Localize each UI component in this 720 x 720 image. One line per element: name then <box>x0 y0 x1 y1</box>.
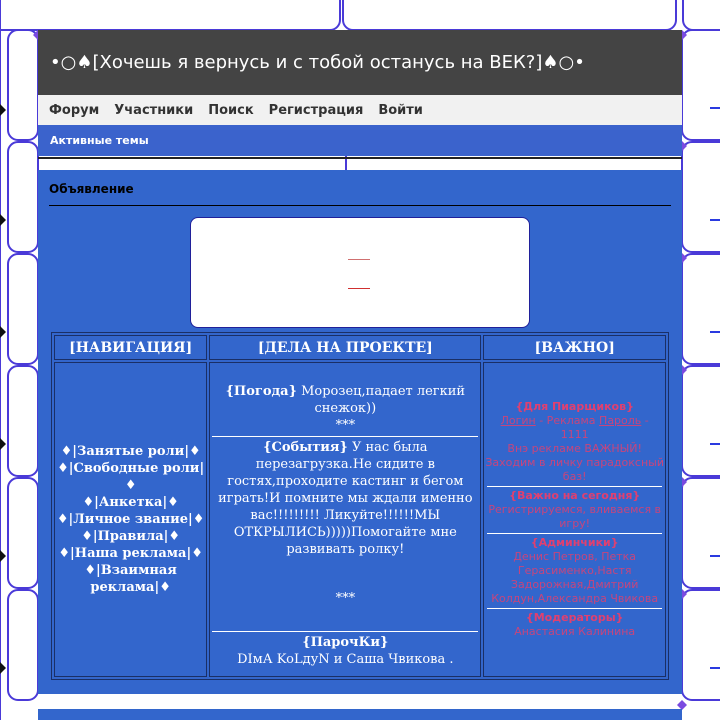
nav-link-rules[interactable]: ♦|Правила|♦ <box>81 529 181 544</box>
banner-mark <box>348 259 370 260</box>
divider <box>487 608 662 609</box>
divider <box>487 533 662 534</box>
nav-link-busy-roles[interactable]: ♦|Занятые роли|♦ <box>60 444 201 459</box>
today-text: Регистрируемся, вливаемся в игру! <box>488 503 662 530</box>
weather-label: {Погода} <box>225 384 297 399</box>
divider <box>487 486 662 487</box>
announcement-panel <box>38 170 682 694</box>
main-menu <box>38 95 682 125</box>
nav-link-profile[interactable]: ♦|Анкетка|♦ <box>82 495 179 510</box>
announcement-divider <box>49 205 671 206</box>
menu-login[interactable]: Войти <box>378 102 423 118</box>
admins-list[interactable]: Денис Петров, Петка Герасименко,Настя Задорожная,Дмитрий Колдун,Александра Чвикова <box>491 550 659 605</box>
important-cell <box>483 362 666 677</box>
pr-password-value: - 1111 <box>560 414 649 441</box>
navigation-cell <box>54 362 207 677</box>
next-section-bar <box>38 709 682 720</box>
stars-separator: *** <box>335 591 356 606</box>
moderators-list[interactable]: Анастасия Калинина <box>514 625 636 638</box>
menu-register[interactable]: Регистрация <box>268 102 364 118</box>
header-important: [ВАЖНО] <box>483 335 666 360</box>
forum-title: •○♠[Хочешь я вернусь и с тобой останусь на ВЕК?]♠○• <box>38 30 682 95</box>
menu-members[interactable]: Участники <box>114 102 194 118</box>
stars-separator: *** <box>335 418 356 433</box>
nav-link-free-roles[interactable]: ♦|Свободные роли|♦ <box>57 461 205 493</box>
active-topics-link[interactable]: Активные темы <box>38 125 682 156</box>
divider <box>38 157 682 159</box>
nav-link-our-ads[interactable]: ♦|Наша реклама|♦ <box>58 546 203 561</box>
moderators-heading: {Модераторы} <box>525 611 624 624</box>
pr-login-link[interactable]: Логин <box>500 414 536 427</box>
header-navigation: [НАВИГАЦИЯ] <box>54 335 207 360</box>
nav-link-mutual-ads[interactable]: ♦|Взаимная реклама|♦ <box>84 563 177 595</box>
pr-heading: {Для Пиарщиков} <box>515 400 634 413</box>
banner-box <box>190 217 530 328</box>
announcement-title: Объявление <box>49 182 134 196</box>
nav-link-title[interactable]: ♦|Личное звание|♦ <box>56 512 205 527</box>
project-cell <box>209 362 481 677</box>
weather-text: Морозец,падает легкий снежок)) <box>296 384 466 416</box>
menu-search[interactable]: Поиск <box>208 102 254 118</box>
info-table <box>51 332 669 680</box>
admins-heading: {Админчики} <box>530 536 619 549</box>
forum-wrapper <box>38 30 682 720</box>
couples-label: {ПарочКи} <box>302 635 389 650</box>
weather-block <box>210 369 480 436</box>
pr-password-link[interactable]: Пароль <box>599 414 642 427</box>
events-text: У нас была перезагрузка.Не сидите в гостях,проходите кастинг и бегом играть!И помните мы ждали именно вас!!!!!!!!! Ликуйте!!!!!!МЫ ОТКРЫЛИСЬ)))))Помогайте мне развивать ролку! <box>218 440 473 557</box>
events-label: {События} <box>263 440 348 455</box>
pr-note: Внэ рекламе ВАЖНЫЙ! Заходим в личку парадоксный баз! <box>485 442 664 483</box>
pr-text: - Реклама <box>535 414 600 427</box>
today-heading: {Важно на сегодня} <box>509 489 641 502</box>
events-block <box>210 437 480 631</box>
banner-mark <box>348 288 370 289</box>
header-project: [ДЕЛА НА ПРОЕКТЕ] <box>209 335 481 360</box>
couples-block <box>210 632 480 670</box>
couples-text: DIмА KoLдуN и Саша Чвикова . <box>237 652 454 667</box>
menu-forum[interactable]: Форум <box>49 102 100 118</box>
